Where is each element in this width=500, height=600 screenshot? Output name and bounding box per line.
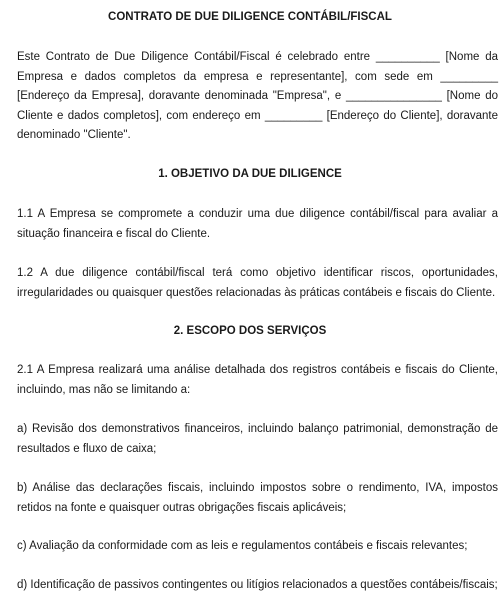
clause-1-2: 1.2 A due diligence contábil/fiscal terá como objetivo identificar riscos, oportunidades, irregularidades ou quaisquer questões relacionadas às práticas contábeis e fiscais do Cliente. [17,267,498,299]
clause-2-1: 2.1 A Empresa realizará uma análise detalhada dos registros contábeis e fiscais do Cliente, incluindo, mas não se limitando a: [17,364,498,396]
document-title: CONTRATO DE DUE DILIGENCE CONTÁBIL/FISCAL [108,11,392,23]
section-heading-escopo: 2. ESCOPO DOS SERVIÇOS [173,325,327,337]
section-heading-objetivo: 1. OBJETIVO DA DUE DILIGENCE [158,168,342,180]
list-item-d: d) Identificação de passivos contingentes ou litígios relacionados a questões contábeis/fiscais; [17,579,498,591]
list-item-c: c) Avaliação da conformidade com as leis e regulamentos contábeis e fiscais relevantes; [17,540,468,552]
intro-paragraph: Este Contrato de Due Diligence Contábil/Fiscal é celebrado entre __________ [Nome da Empresa e dados completos da empresa e representante], com sede em _________ [Endereço da Empresa], doravante denominada "Empresa", e _______________ [Nome do Cliente e dados completos], com endereço em _________ [Endereço do Cliente], doravante denominado "Cliente". [17,51,498,141]
list-item-b: b) Análise das declarações fiscais, incluindo impostos sobre o rendimento, IVA, impostos retidos na fonte e quaisquer outras obrigações fiscais aplicáveis; [17,482,498,514]
list-item-a: a) Revisão dos demonstrativos financeiros, incluindo balanço patrimonial, demonstração de resultados e fluxo de caixa; [17,423,498,455]
clause-1-1: 1.1 A Empresa se compromete a conduzir uma due diligence contábil/fiscal para avaliar a situação financeira e fiscal do Cliente. [17,208,498,240]
